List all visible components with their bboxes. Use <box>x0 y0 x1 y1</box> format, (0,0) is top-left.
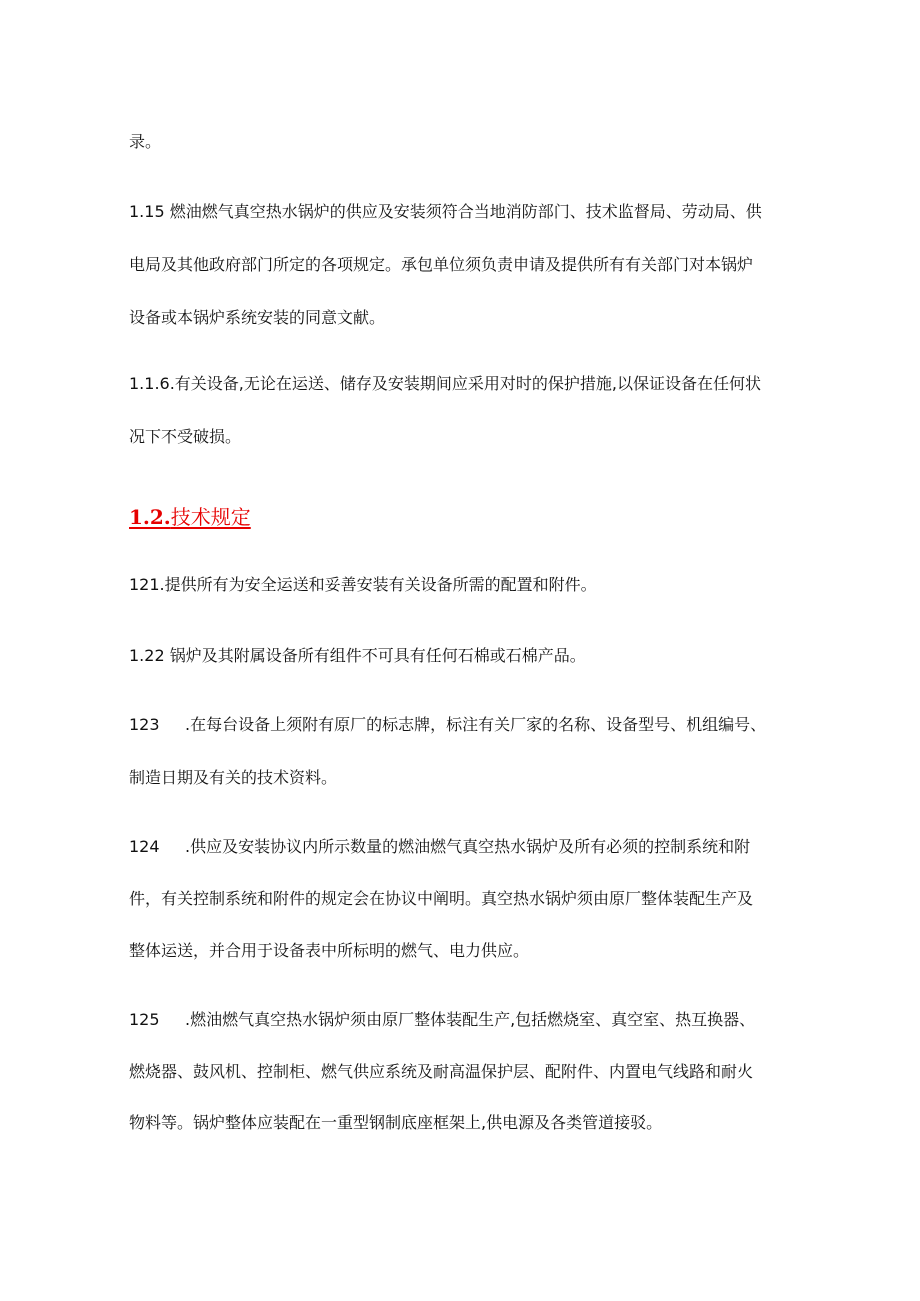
clause-text: 电局及其他政府部门所定的各项规定。承包单位须负责申请及提供所有有关部门对本锅炉 <box>129 255 754 274</box>
clause-text: .燃油燃气真空热水锅炉须由原厂整体装配生产,包括燃烧室、真空室、热互换器、 <box>185 1010 756 1029</box>
paragraph-121 <box>129 574 597 596</box>
clause-text: 提供所有为安全运送和妥善安装有关设备所需的配置和附件。 <box>164 575 597 594</box>
clause-text: 燃烧器、鼓风机、控制柜、燃气供应系统及耐高温保护层、配附件、内置电气线路和耐火 <box>129 1062 754 1081</box>
paragraph-continuation: 录。 <box>129 132 162 151</box>
clause-text: 况下不受破损。 <box>129 427 242 446</box>
clause-text: 设备或本锅炉系统安装的同意文献。 <box>129 308 386 327</box>
clause-text: 整体运送，并合用于设备表中所标明的燃气、电力供应。 <box>129 941 530 960</box>
clause-number: 1.22 <box>129 646 165 665</box>
clause-number: 121. <box>129 575 165 594</box>
section-title: 技术规定 <box>170 505 251 529</box>
paragraph-124-line-1 <box>129 836 750 858</box>
paragraph-124-line-3 <box>129 940 529 962</box>
paragraph-125-line-1 <box>129 1009 755 1031</box>
paragraph-123-line-2 <box>129 767 337 789</box>
clause-number: 123 <box>129 715 160 734</box>
paragraph-1-15-line-1 <box>129 201 762 223</box>
section-number: 1.2. <box>129 505 171 529</box>
paragraph-123-line-1 <box>129 714 766 736</box>
paragraph-1-22 <box>129 645 586 667</box>
clause-text: 件，有关控制系统和附件的规定会在协议中阐明。真空热水锅炉须由原厂整体装配生产及 <box>129 889 754 908</box>
paragraph-125-line-2 <box>129 1061 753 1083</box>
clause-text: 锅炉及其附属设备所有组件不可具有任何石棉或石棉产品。 <box>169 646 586 665</box>
paragraph-1-1-6-line-2 <box>129 426 241 448</box>
clause-text: 有关设备,无论在运送、储存及安装期间应采用对时的保护措施,以保证设备在任何状 <box>174 374 761 393</box>
clause-text: .供应及安装协议内所示数量的燃油燃气真空热水锅炉及所有必须的控制系统和附 <box>185 837 751 856</box>
paragraph-1-1-6-line-1 <box>129 373 761 395</box>
clause-number: 124 <box>129 837 160 856</box>
paragraph-124-line-2 <box>129 888 753 910</box>
clause-number: 125 <box>129 1010 160 1029</box>
paragraph-1-15-line-3 <box>129 307 385 329</box>
clause-number: 1.1.6. <box>129 374 175 393</box>
text-line <box>129 131 161 153</box>
clause-text: 物料等。锅炉整体应装配在一重型钢制底座框架上,供电源及各类管道接驳。 <box>129 1113 663 1132</box>
paragraph-1-15-line-2 <box>129 254 753 276</box>
clause-number: 1.15 <box>129 202 165 221</box>
paragraph-125-line-3 <box>129 1112 662 1134</box>
clause-text: .在每台设备上须附有原厂的标志牌，标注有关厂家的名称、设备型号、机组编号、 <box>185 715 767 734</box>
clause-text: 燃油燃气真空热水锅炉的供应及安装须符合当地消防部门、技术监督局、劳动局、供 <box>169 202 762 221</box>
section-heading <box>129 503 251 531</box>
clause-text: 制造日期及有关的技术资料。 <box>129 768 338 787</box>
